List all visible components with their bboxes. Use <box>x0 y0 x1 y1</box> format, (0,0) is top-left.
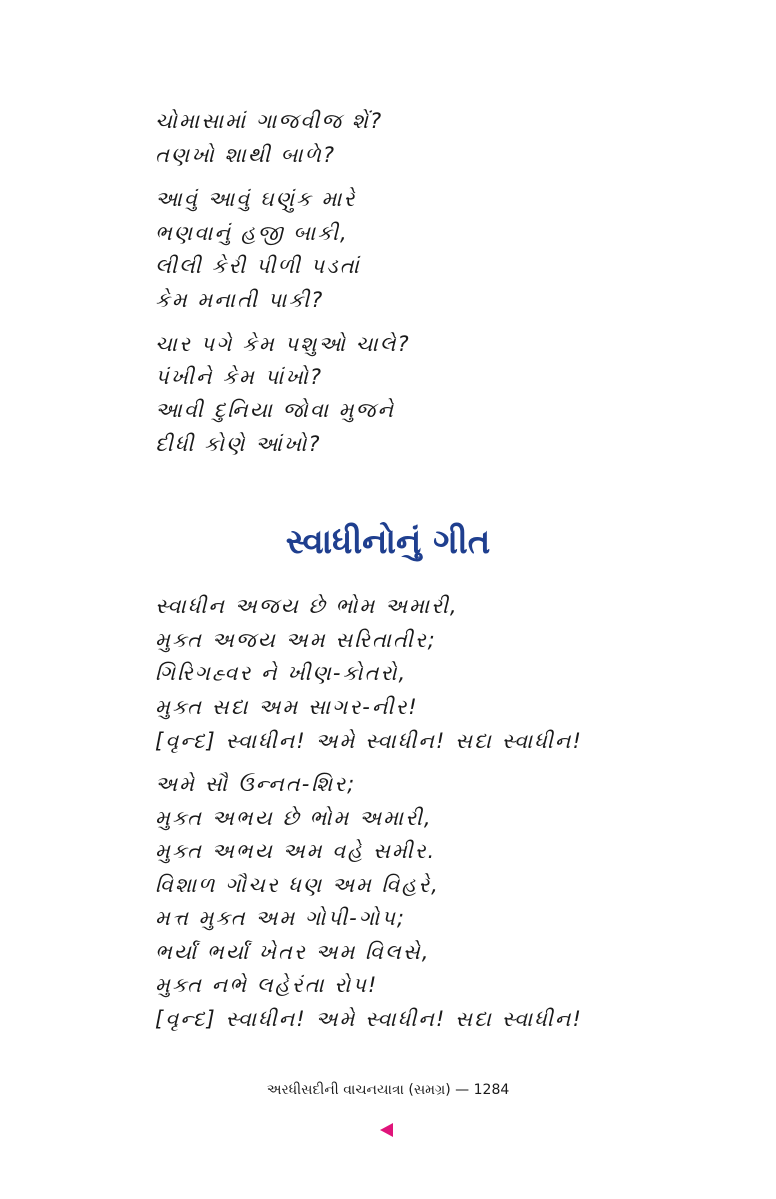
poem-line: મુક્ત નભે લહેરંતા રોપ! <box>155 973 379 997</box>
poem-line: મુક્ત અજય અમ સરિતાતીર; <box>155 628 437 652</box>
poem-line: ભર્યાં ભર્યાં ખેતર અમ વિલસે, <box>155 940 431 964</box>
page-footer: અરધીસદીની વાચનયાત્રા (સમગ્ર) — 1284 <box>266 1082 510 1098</box>
poem-line: મત્ત મુક્ત અમ ગોપી-ગોપ; <box>155 906 406 930</box>
poem-line: પંખીને કેમ પાંખો? <box>155 365 323 389</box>
poem-line: અમે સૌ ઉન્નત-શિર; <box>155 772 357 796</box>
poem-line: ગિરિગહ્વર ને ખીણ-કોતરો, <box>155 661 408 685</box>
poem-line: મુક્ત સદા અમ સાગર-નીર! <box>155 695 419 719</box>
poem-line: આવું આવું ઘણુંક મારે <box>155 187 357 211</box>
poem-line: મુક્ત અભય અમ વહે સમીર. <box>155 839 437 863</box>
poem-chorus-line: [વૃન્દ] સ્વાધીન! અમે સ્વાધીન! સદા સ્વાધીન! <box>155 1007 583 1031</box>
poem-line: આવી દુનિયા જોવા મુજને <box>155 398 395 422</box>
poem-line: સ્વાધીન અજય છે ભોમ અમારી, <box>155 594 459 618</box>
poem-line: ચાર પગે કેમ પશુઓ ચાલે? <box>155 332 411 356</box>
poem-line: દીધી કોણે આંખો? <box>155 432 322 456</box>
poem-line: મુક્ત અભય છે ભોમ અમારી, <box>155 806 433 830</box>
poem-line: ચોમાસામાં ગાજવીજ શેં? <box>155 109 384 133</box>
poem-line: ભણવાનું હજી બાકી, <box>155 221 349 245</box>
poem-line: તણખો શાથી બાળે? <box>155 143 337 167</box>
poem-line: વિશાળ ગૌચર ધણ અમ વિહરે, <box>155 873 440 897</box>
poem-title: સ્વાધીનોનું ગીત <box>285 522 491 562</box>
poem-line: કેમ મનાતી પાકી? <box>155 288 325 312</box>
poem-line: લીલી કેરી પીળી પડતાં <box>155 254 361 278</box>
poem-chorus-line: [વૃન્દ] સ્વાધીન! અમે સ્વાધીન! સદા સ્વાધીન! <box>155 729 583 753</box>
previous-page-arrow-icon[interactable] <box>380 1123 393 1137</box>
